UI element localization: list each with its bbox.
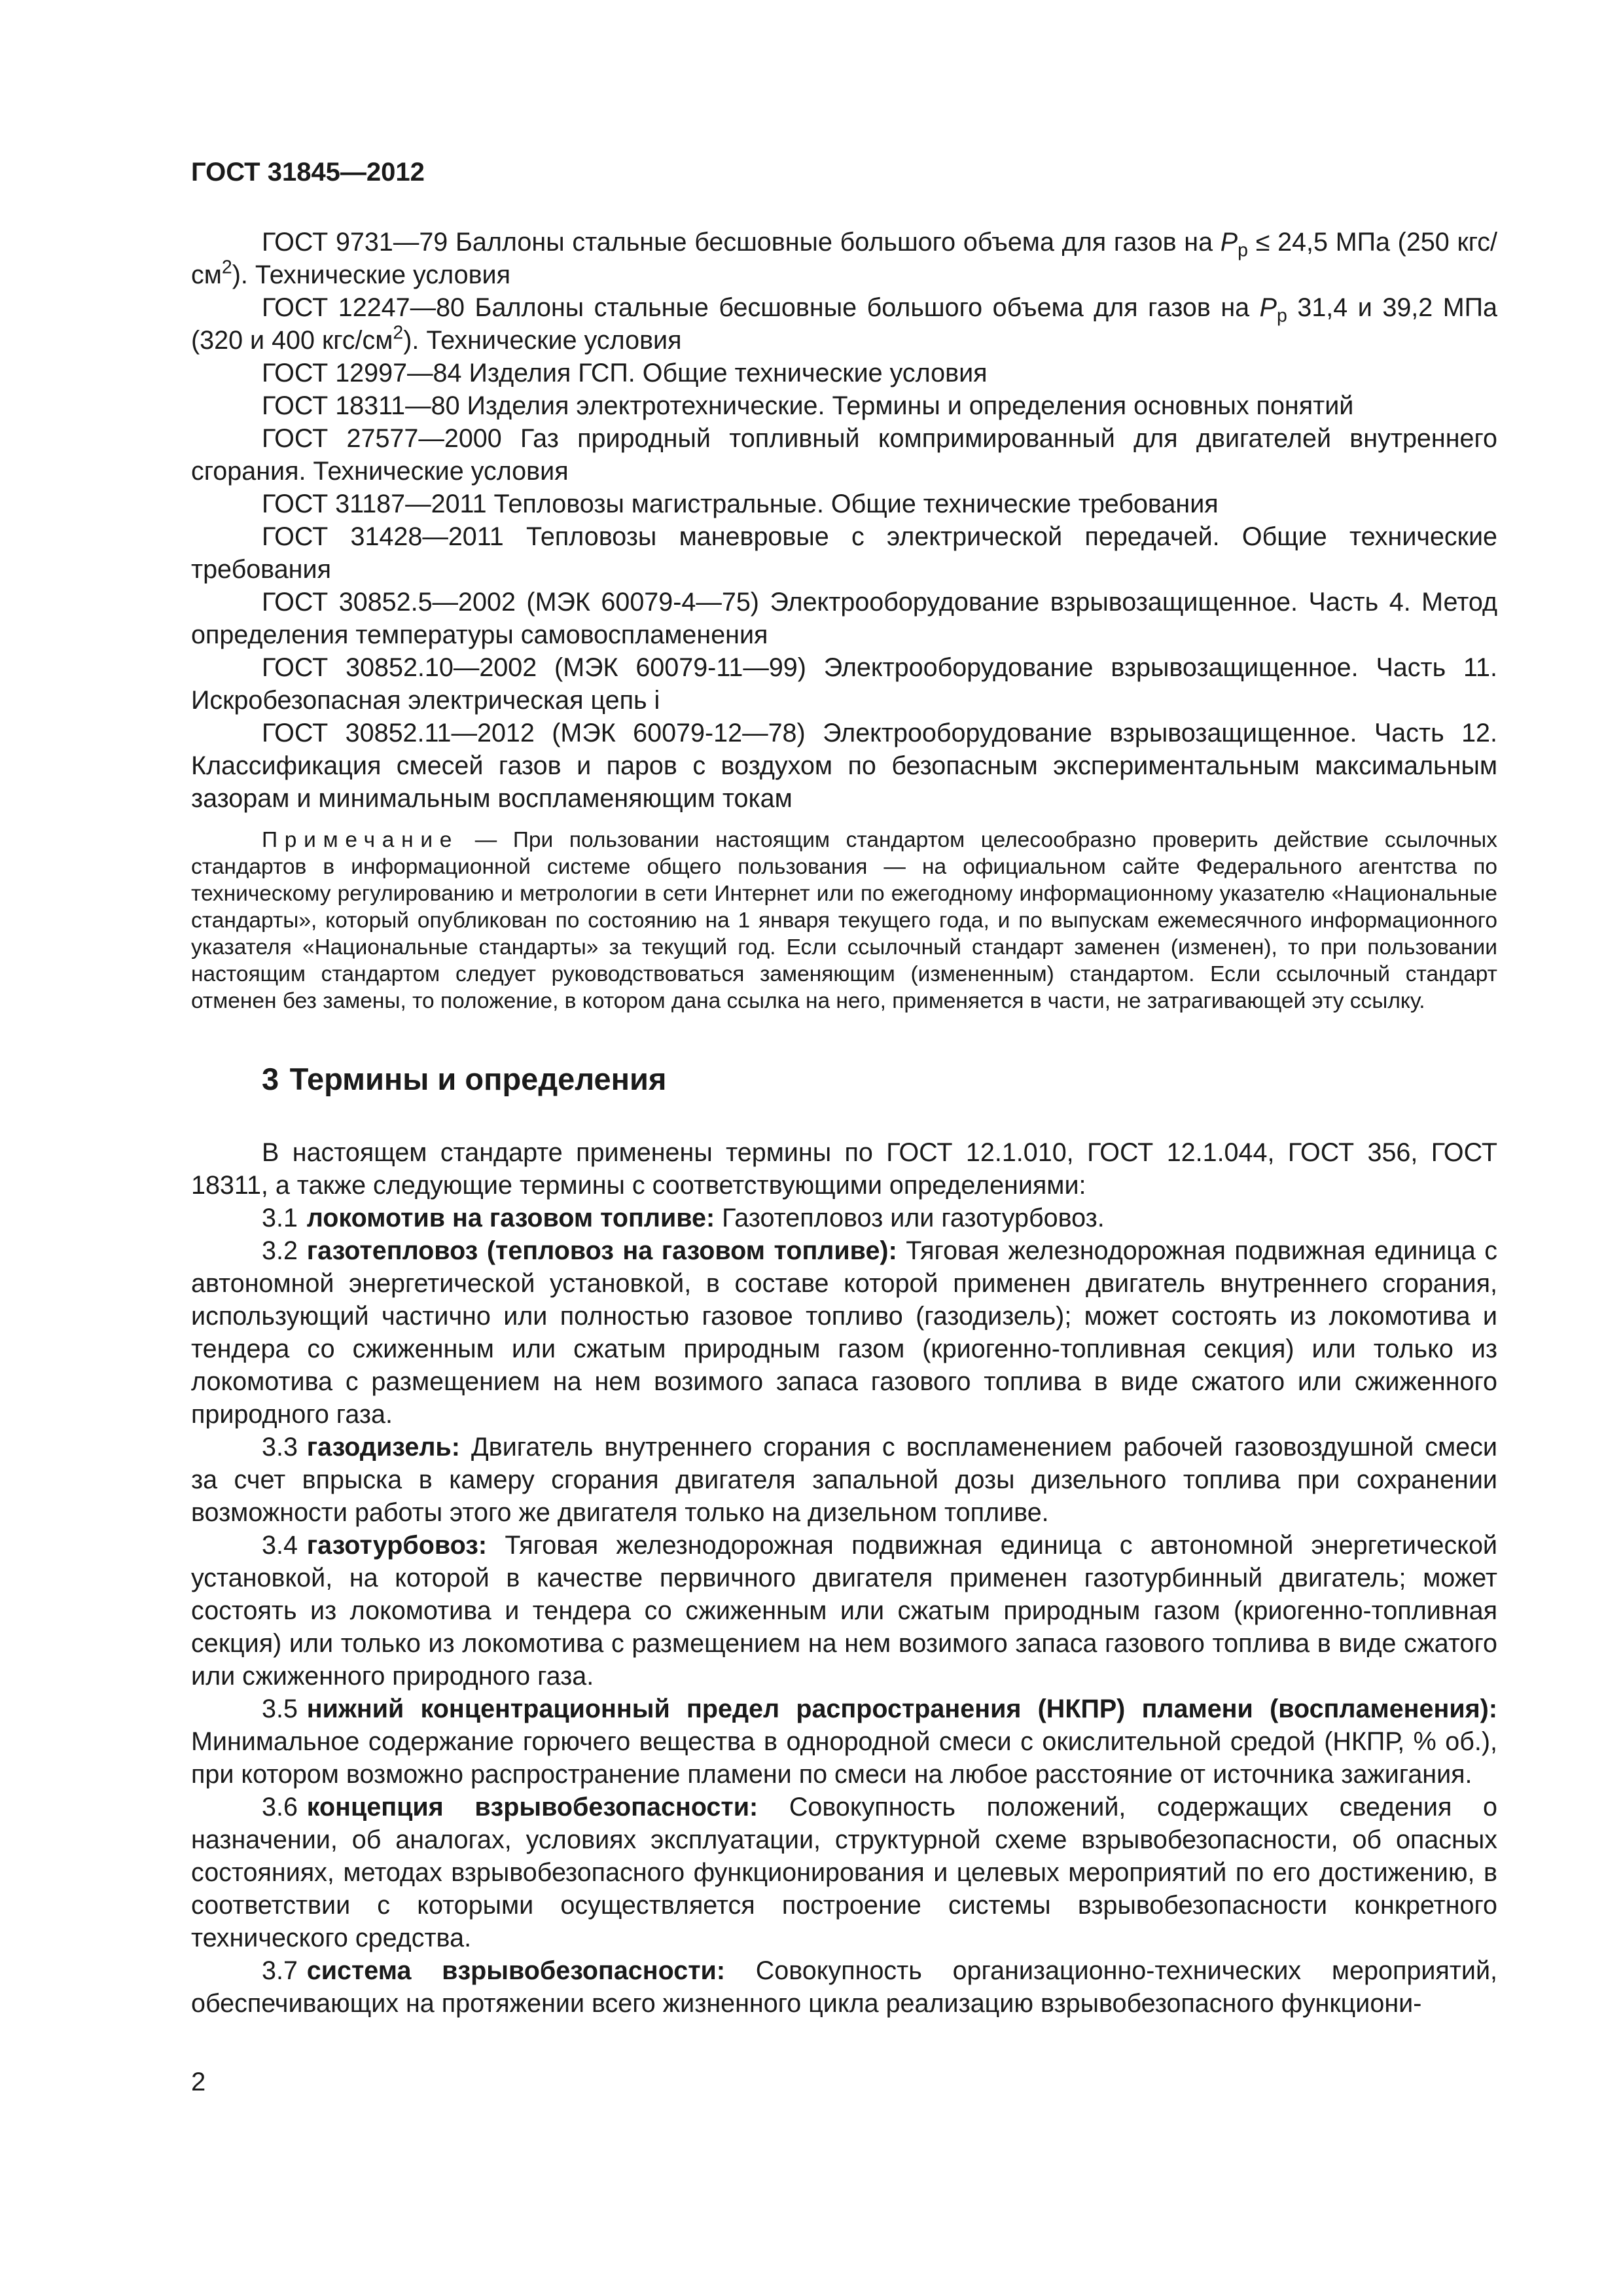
term-entry (191, 1431, 1497, 1529)
term-name: нижний концентрационный предел распространения (НКПР) пламени (воспламенения): (306, 1695, 1497, 1723)
term-entry (191, 1202, 1497, 1234)
reference-item: ГОСТ 30852.5—2002 (МЭК 60079-4—75) Электрооборудование взрывозащищенное. Часть 4. Метод определения температуры самовоспламенения (191, 588, 1497, 649)
reference-item: ГОСТ 12247—80 Баллоны стальные бесшовные большого объема для газов на $P_р$ 31,4 и 39,2 МПа (320 и 400 кгс/$см^2$). Технические условия (191, 293, 1498, 355)
page-number: 2 (191, 2068, 206, 2096)
term-definition: Совокупность организационно-технических мероприятий, обеспечивающих на протяжении всего жизненного цикла реализацию взрывобезопасного функциони- (191, 1956, 1497, 2018)
note-text: — При пользовании настоящим стандартом целесообразно проверить действие ссылочных стандартов в информационной системе общего пользования — на официальном сайте Федерального агентства по техническому регулированию и метрологии в сети Интернет или по ежегодному информационному указателю «Национальные стандарты», который опубликован по состоянию на 1 января текущего года, и по выпускам ежемесячного информационного указателя «Национальные стандарты» за текущий год. Если ссылочный стандарт заменен (изменен), то при пользовании настоящим стандартом следует руководствоваться заменяющим (измененным) стандартом. Если ссылочный стандарт отменен без замены, то положение, в котором дана ссылка на него, применяется в части, не затрагивающей эту ссылку. (191, 828, 1497, 1013)
term-name: система взрывобезопасности: (306, 1956, 725, 1985)
term-name: газотурбовоз: (306, 1531, 488, 1560)
reference-item: ГОСТ 31187—2011 Тепловозы магистральные. Общие технические требования (262, 490, 1219, 518)
term-number: 3.7 (262, 1956, 298, 1985)
reference-item: ГОСТ 30852.11—2012 (МЭК 60079-12—78) Электрооборудование взрывозащищенное. Часть 12. Классификация смесей газов и паров с воздухом по безопасным экспериментальным максимальным зазорам и минимальным воспламеняющим токам (191, 719, 1497, 813)
term-number: 3.5 (262, 1695, 298, 1723)
term-definition: Тяговая железнодорожная подвижная единица с автономной энергетической установкой, в составе которой применен двигатель внутреннего сгорания, использующий частично или полностью газовое топливо (газодизель); может состоять из локомотива и тендера со сжиженным или сжатым природным газом (криогенно-топливная секция) или только из локомотива с размещением на нем возимого запаса газового топлива в виде сжатого или сжиженного природного газа. (191, 1236, 1497, 1429)
term-entry (191, 1529, 1497, 1693)
document-header: ГОСТ 31845—2012 (191, 158, 425, 187)
term-entry (191, 1791, 1497, 1954)
term-number: 3.4 (262, 1531, 298, 1560)
term-definition: Совокупность положений, содержащих сведения о назначении, об аналогах, условиях эксплуатации, структурной схеме взрывобезопасности, об опасных состояниях, методах взрывобезопасного функционирования и целевых мероприятий по его достижению, в соответствии с которыми осуществляется построение системы взрывобезопасности конкретного технического средства. (191, 1793, 1497, 1952)
reference-item: ГОСТ 9731—79 Баллоны стальные бесшовные большого объема для газов на $P_р \le 24,5$ МПа (250 кгс/$см^2$). Технические условия (191, 228, 1498, 289)
note-label: Примечание (262, 828, 459, 852)
reference-item: ГОСТ 30852.10—2002 (МЭК 60079-11—99) Электрооборудование взрывозащищенное. Часть 11. Искробезопасная электрическая цепь i (191, 653, 1497, 715)
term-definition: Двигатель внутреннего сгорания с воспламенением рабочей газовоздушной смеси за счет впрыска в камеру сгорания двигателя запальной дозы дизельного топлива при сохранении возможности работы этого же двигателя только на дизельном топливе. (191, 1433, 1497, 1527)
term-name: газодизель: (306, 1433, 460, 1462)
term-definition: Газотепловоз или газотурбовоз. (715, 1204, 1105, 1232)
term-name: концепция взрывобезопасности: (306, 1793, 758, 1821)
term-name: локомотив на газовом топливе: (306, 1204, 715, 1232)
term-entry (191, 1954, 1497, 2020)
term-number: 3.3 (262, 1433, 298, 1462)
note-paragraph (191, 827, 1497, 1014)
document-body (191, 226, 1497, 2020)
term-entry (191, 1234, 1497, 1431)
reference-item: ГОСТ 31428—2011 Тепловозы маневровые с электрической передачей. Общие технические требования (191, 522, 1497, 584)
section-heading (262, 1060, 1497, 1098)
section-intro: В настоящем стандарте применены термины по ГОСТ 12.1.010, ГОСТ 12.1.044, ГОСТ 356, ГОСТ 18311, а также следующие термины с соответствующими определениями: (191, 1138, 1497, 1200)
term-name: газотепловоз (тепловоз на газовом топливе): (306, 1236, 897, 1265)
term-definition: Минимальное содержание горючего вещества в однородной смеси с окислительной средой (НКПР, % об.), при котором возможно распространение пламени по смеси на любое расстояние от источника зажигания. (191, 1727, 1497, 1789)
term-number: 3.6 (262, 1793, 298, 1821)
term-number: 3.1 (262, 1204, 298, 1232)
section-title: Термины и определения (289, 1062, 667, 1096)
reference-item: ГОСТ 18311—80 Изделия электротехнические. Термины и определения основных понятий (262, 391, 1354, 420)
term-number: 3.2 (262, 1236, 298, 1265)
section-number: 3 (262, 1062, 279, 1096)
reference-item: ГОСТ 12997—84 Изделия ГСП. Общие технические условия (262, 359, 988, 387)
reference-item: ГОСТ 27577—2000 Газ природный топливный компримированный для двигателей внутреннего сгорания. Технические условия (191, 424, 1497, 486)
term-definition: Тяговая железнодорожная подвижная единица с автономной энергетической установкой, на которой в качестве первичного двигателя применен газотурбинный двигатель; может состоять из локомотива и тендера со сжиженным или сжатым природным газом (криогенно-топливная секция) или только из локомотива с размещением на нем возимого запаса газового топлива в виде сжатого или сжиженного природного газа. (191, 1531, 1497, 1691)
term-entry (191, 1693, 1497, 1791)
